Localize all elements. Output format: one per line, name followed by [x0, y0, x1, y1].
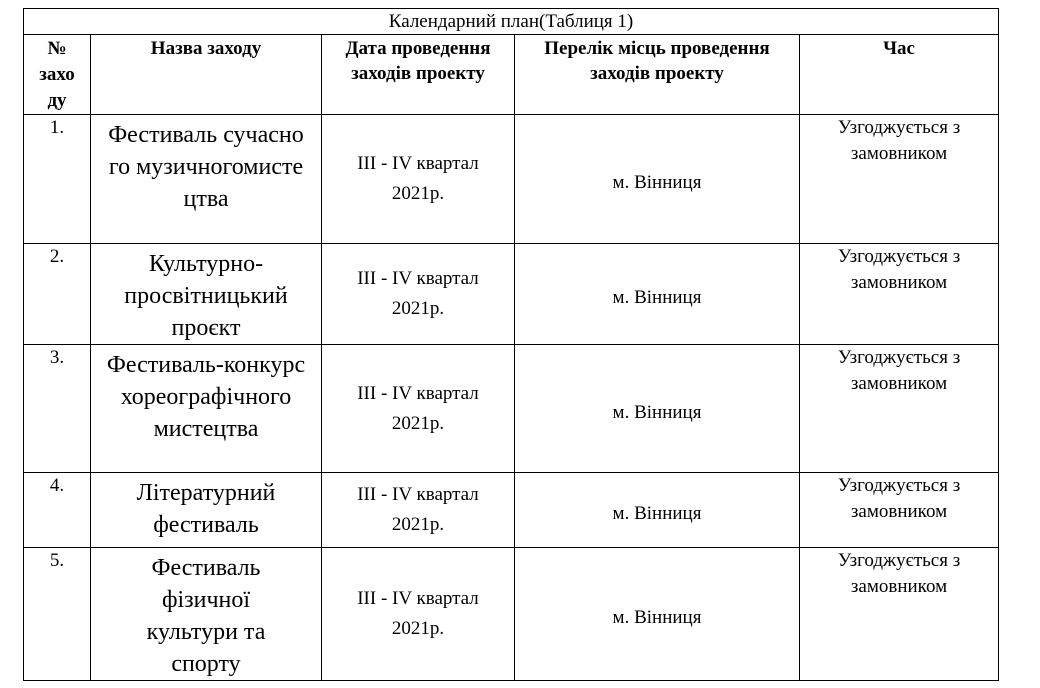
- table-row: [24, 345, 999, 473]
- row-num: 5.: [24, 548, 91, 681]
- row-name-text: Фестиваль-конкурс хореографічного мистецтва: [106, 352, 306, 442]
- calendar-plan-table: [23, 8, 999, 681]
- row-place-text: м. Вінниця: [612, 607, 702, 628]
- row-time-text: Узгоджується з замовником: [837, 246, 961, 293]
- row-place: [515, 115, 800, 244]
- row-num: 4.: [24, 473, 91, 548]
- row-date-text: ІІІ - IV квартал 2021р.: [357, 382, 479, 434]
- row-time: [800, 244, 999, 345]
- row-date-text: ІІІ - IV квартал 2021р.: [357, 484, 479, 535]
- table-caption-row: [24, 9, 999, 35]
- header-date: Дата проведення заходів проекту: [322, 35, 515, 115]
- row-time: [800, 115, 999, 244]
- table-row: [24, 473, 999, 548]
- header-num-text: № захо ду: [39, 38, 75, 111]
- header-place: Перелік місць проведення заходів проекту: [515, 35, 800, 115]
- header-num: [24, 35, 91, 115]
- row-name: [91, 345, 322, 473]
- table-header-row: [24, 35, 999, 115]
- table-row: [24, 548, 999, 681]
- row-date: [322, 244, 515, 345]
- row-name: [91, 244, 322, 345]
- row-place: [515, 345, 800, 473]
- row-place-text: м. Вінниця: [612, 172, 702, 193]
- row-num: 2.: [24, 244, 91, 345]
- row-name: [91, 115, 322, 244]
- table-row: [24, 244, 999, 345]
- row-time-text: Узгоджується з замовником: [837, 550, 961, 597]
- row-date: [322, 115, 515, 244]
- row-date-text: ІІІ - IV квартал 2021р.: [357, 153, 479, 204]
- row-time: [800, 548, 999, 681]
- row-place-text: м. Вінниця: [612, 401, 702, 423]
- row-place-text: м. Вінниця: [612, 503, 702, 524]
- row-name-text: Літературний фестиваль: [136, 480, 276, 538]
- row-time-text: Узгоджується з замовником: [837, 117, 961, 164]
- row-time: [800, 345, 999, 473]
- table-caption: Календарний план(Таблиця 1): [24, 9, 999, 35]
- row-name-text: Фестиваль сучасного музичногомисте цтва: [108, 122, 304, 212]
- row-date-text: ІІІ - IV квартал 2021р.: [357, 588, 479, 639]
- row-name-text: Культурно-просвітницький проєкт: [124, 251, 288, 341]
- row-name: [91, 548, 322, 681]
- row-time-text: Узгоджується з замовником: [837, 475, 961, 522]
- row-num: 3.: [24, 345, 91, 473]
- header-name: Назва заходу: [91, 35, 322, 115]
- row-name-text: Фестиваль фізичної культури та спорту: [146, 555, 266, 677]
- row-date: [322, 548, 515, 681]
- row-date-text: ІІІ - IV квартал 2021р.: [357, 268, 479, 319]
- row-num: 1.: [24, 115, 91, 244]
- row-name: [91, 473, 322, 548]
- header-time: Час: [800, 35, 999, 115]
- row-place: [515, 473, 800, 548]
- row-place: [515, 244, 800, 345]
- row-date: [322, 473, 515, 548]
- row-place: [515, 548, 800, 681]
- row-time: [800, 473, 999, 548]
- row-place-text: м. Вінниця: [612, 287, 702, 308]
- row-time-text: Узгоджується з замовником: [837, 347, 961, 394]
- table-row: [24, 115, 999, 244]
- row-date: [322, 345, 515, 473]
